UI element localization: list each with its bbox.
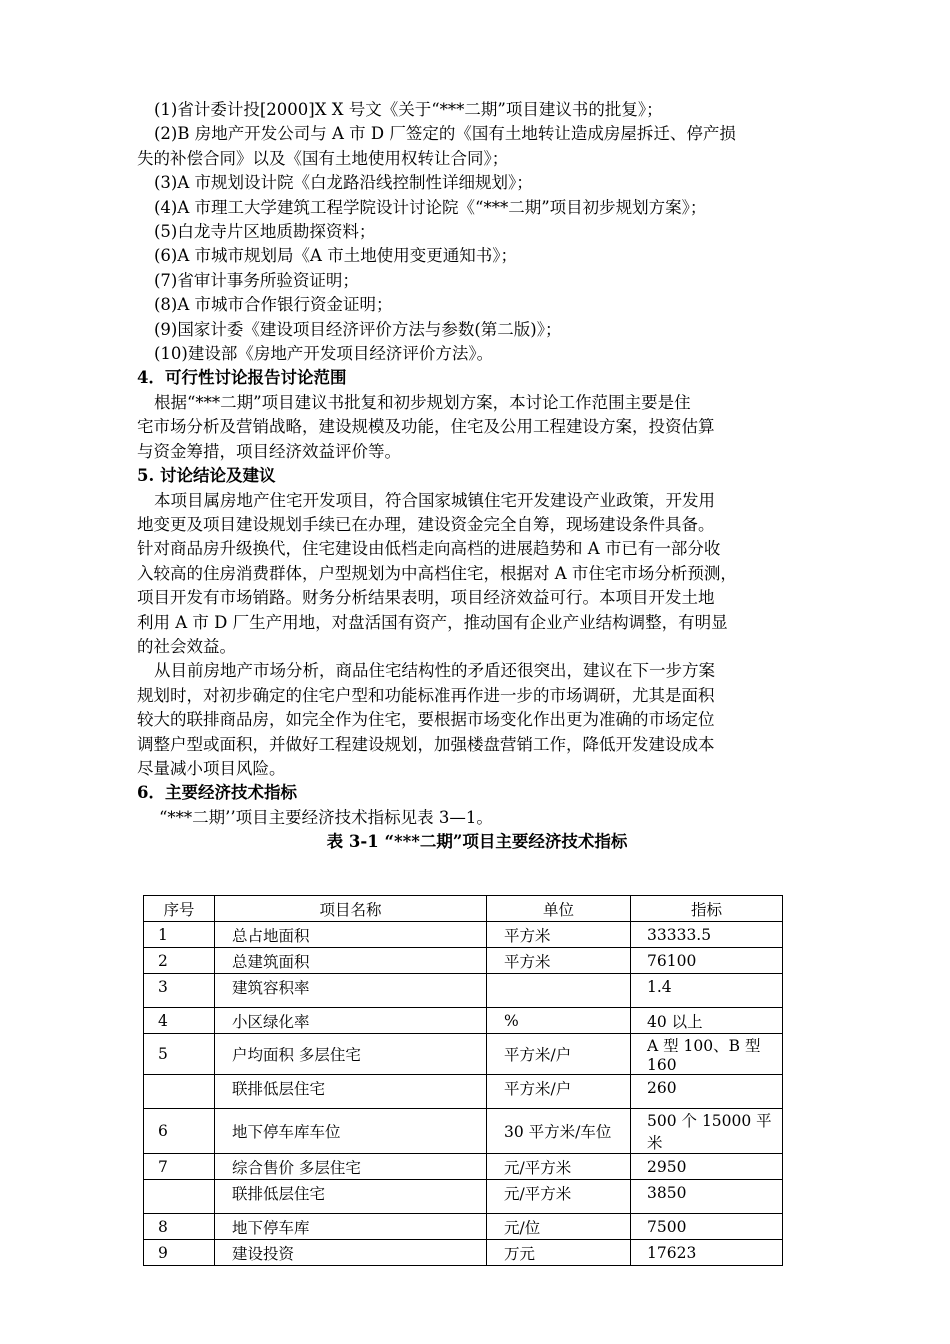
- ref-item: (8)A 市城市合作银行资金证明；: [154, 295, 393, 315]
- table-cell: 总占地面积: [215, 922, 487, 948]
- paragraph-line: 与资金筹措，项目经济效益评价等。: [137, 441, 401, 461]
- table-row: [144, 1240, 783, 1266]
- table-cell: 7: [144, 1154, 215, 1180]
- paragraph-line: 利用 A 市 D 厂生产用地，对盘活国有资产，推动国有企业产业结构调整，有明显: [137, 612, 728, 632]
- paragraph-line: “***二期’’项目主要经济技术指标见表 3—1。: [159, 807, 493, 827]
- paragraph-line: 本项目属房地产住宅开发项目，符合国家城镇住宅开发建设产业政策，开发用: [154, 490, 715, 510]
- table-cell: 建筑容积率: [232, 978, 310, 997]
- table-cell: %: [487, 1008, 631, 1034]
- table-cell: 平方米: [487, 948, 631, 974]
- paragraph-line: 的社会效益。: [137, 636, 236, 656]
- header-cell: 单位: [487, 896, 631, 922]
- paragraph-line: 宅市场分析及营销战略，建设规模及功能，住宅及公用工程建设方案，投资估算: [137, 417, 715, 437]
- table-cell: 户均面积 多层住宅: [215, 1034, 487, 1075]
- table-cell: 元/位: [487, 1214, 631, 1240]
- ref-item: (9)国家计委《建设项目经济评价方法与参数(第二版)》；: [154, 319, 562, 339]
- table-cell: 6: [144, 1109, 215, 1154]
- table-cell: 30 平方米/车位: [487, 1109, 631, 1154]
- section-6-heading: 6．主要经济技术指标: [137, 783, 297, 803]
- table-cell: 2950: [631, 1154, 783, 1180]
- table-cell: 建设投资: [215, 1240, 487, 1266]
- table-row: [144, 1180, 783, 1214]
- table-row: [144, 1008, 783, 1034]
- table-cell: 地下停车库车位: [215, 1109, 487, 1154]
- paragraph-line: 根据“***二期”项目建议书批复和初步规划方案，本讨论工作范围主要是住: [154, 392, 691, 412]
- table-cell: 联排低层住宅: [232, 1184, 326, 1203]
- paragraph-line: 针对商品房升级换代，住宅建设由低档走向高档的进展趋势和 A 市已有一部分收: [137, 539, 721, 559]
- ref-item: (4)A 市理工大学建筑工程学院设计讨论院《“***二期”项目初步规划方案》；: [154, 197, 707, 217]
- indicators-table: [143, 895, 783, 1266]
- table-header-row: [144, 896, 783, 922]
- paragraph-line: 从目前房地产市场分析，商品住宅结构性的矛盾还很突出，建议在下一步方案: [154, 661, 715, 681]
- section-4-heading: 4．可行性讨论报告讨论范围: [137, 368, 347, 388]
- table-row: [144, 922, 783, 948]
- table-cell: 地下停车库: [215, 1214, 487, 1240]
- table-cell: 总建筑面积: [215, 948, 487, 974]
- paragraph-line: 较大的联排商品房，如完全作为住宅，要根据市场变化作出更为准确的市场定位: [137, 710, 715, 730]
- paragraph-line: 地变更及项目建设规划手续已在办理，建设资金完全自筹，现场建设条件具备。: [137, 514, 715, 534]
- table-cell: 万元: [487, 1240, 631, 1266]
- table-cell: 40 以上: [631, 1008, 783, 1034]
- table-cell: 联排低层住宅: [232, 1079, 326, 1098]
- ref-item: (7)省审计事务所验资证明；: [154, 270, 359, 290]
- table-cell: 3: [158, 977, 168, 996]
- table-cell: 元/平方米: [487, 1154, 631, 1180]
- paragraph-line: 项目开发有市场销路。财务分析结果表明，项目经济效益可行。本项目开发土地: [137, 588, 715, 608]
- table-row: [144, 1109, 783, 1154]
- table-cell: 3850: [647, 1183, 687, 1202]
- table-cell: 元/平方米: [504, 1184, 572, 1203]
- header-cell: 项目名称: [215, 896, 487, 922]
- table-cell: 4: [144, 1008, 215, 1034]
- paragraph-line: 规划时，对初步确定的住宅户型和功能标准再作进一步的市场调研，尤其是面积: [137, 685, 715, 705]
- table-cell: 7500: [631, 1214, 783, 1240]
- table-cell: 17623: [631, 1240, 783, 1266]
- table-caption: 表 3-1 “***二期”项目主要经济技术指标: [326, 832, 628, 852]
- ref-item: (5)白龙寺片区地质勘探资料；: [154, 222, 376, 242]
- table-row: [144, 948, 783, 974]
- table-cell: 平方米/户: [504, 1079, 572, 1098]
- table-cell: 8: [144, 1214, 215, 1240]
- ref-item: (6)A 市城市规划局《A 市土地使用变更通知书》；: [154, 246, 517, 266]
- table-cell: 1: [144, 922, 215, 948]
- table-cell: 1.4: [647, 977, 672, 996]
- table-row: [144, 1075, 783, 1109]
- table-cell: 2: [144, 948, 215, 974]
- paragraph-line: 调整户型或面积，并做好工程建设规划，加强楼盘营销工作，降低开发建设成本: [137, 734, 715, 754]
- paragraph-line: 尽量减小项目风险。: [137, 758, 286, 778]
- table-cell: 平方米: [487, 922, 631, 948]
- ref-item: (10)建设部《房地产开发项目经济评价方法》。: [154, 344, 494, 364]
- document-body: [137, 98, 817, 855]
- table-cell: 33333.5: [631, 922, 783, 948]
- table-cell: 76100: [631, 948, 783, 974]
- table-row: [144, 1154, 783, 1180]
- section-5-heading: 5. 讨论结论及建议: [137, 466, 276, 486]
- table-cell: 小区绿化率: [215, 1008, 487, 1034]
- table-row: [144, 1034, 783, 1075]
- table-cell: 500 个 15000 平米: [631, 1109, 783, 1154]
- table-row: [144, 1214, 783, 1240]
- paragraph-line: 入较高的住房消费群体，户型规划为中高档住宅，根据对 A 市住宅市场分析预测，: [137, 563, 737, 583]
- table-cell: 9: [144, 1240, 215, 1266]
- table-cell: 5: [144, 1034, 215, 1075]
- ref-item: (2)B 房地产开发公司与 A 市 D 厂签定的《国有土地转让造成房屋拆迁、停产损: [154, 124, 736, 144]
- table-row: [144, 974, 783, 1008]
- table-cell: A 型 100、B 型 160: [631, 1034, 783, 1075]
- table-cell: 平方米/户: [487, 1034, 631, 1075]
- ref-item: (1)省计委计投[2000]X X 号文《关于“***二期”项目建议书的批复》；: [154, 100, 663, 119]
- header-cell: 序号: [144, 896, 215, 922]
- table-cell: 260: [647, 1078, 677, 1097]
- ref-item-continued: 失的补偿合同》以及《国有土地使用权转让合同》；: [137, 148, 509, 168]
- table-cell: 综合售价 多层住宅: [215, 1154, 487, 1180]
- ref-item: (3)A 市规划设计院《白龙路沿线控制性详细规划》；: [154, 173, 533, 193]
- header-cell: 指标: [631, 896, 783, 922]
